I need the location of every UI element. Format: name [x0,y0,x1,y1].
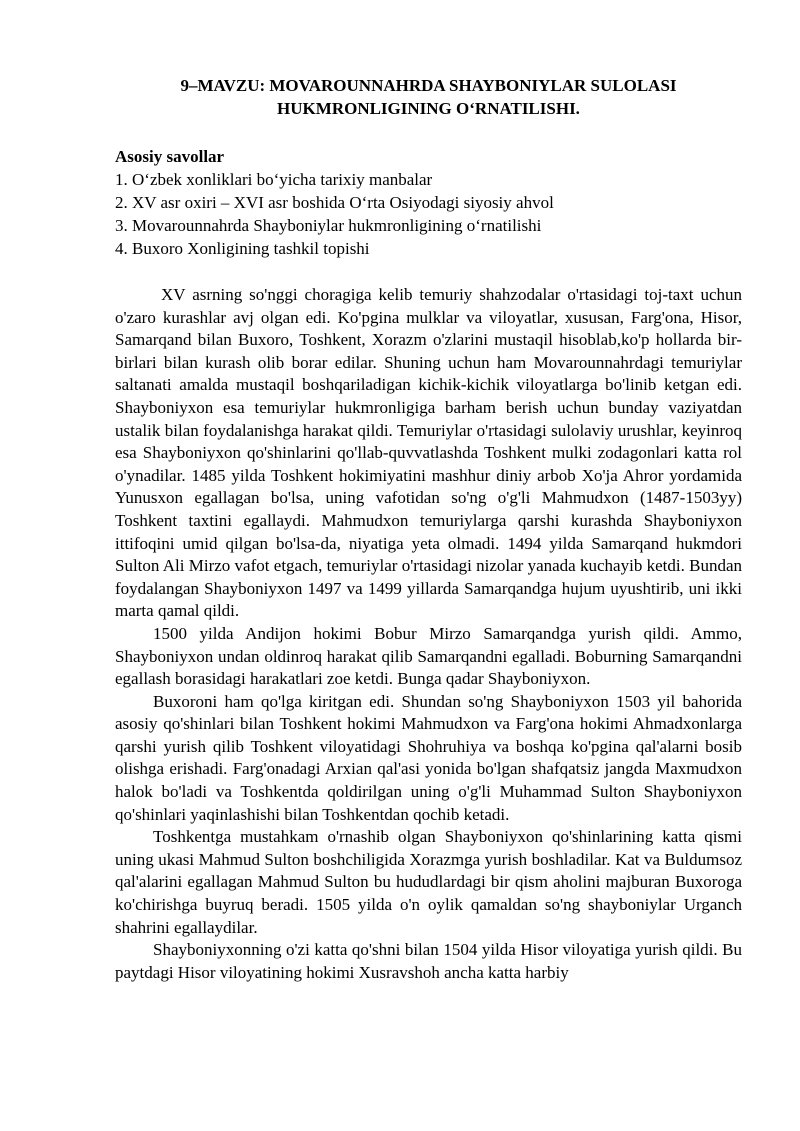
document-page [115,74,742,984]
question-item: 3. Movarounnahrda Shayboniylar hukmronligining o‘rnatilishi [115,216,542,235]
question-item: 2. XV asr oxiri – XVI asr boshida O‘rta Osiyodagi siyosiy ahvol [115,193,554,212]
title-line-1: 9–MAVZU: MOVAROUNNAHRDA SHAYBONIYLAR SULOLASI [180,76,677,95]
question-item: 1. O‘zbek xonliklari bo‘yicha tarixiy manbalar [115,170,433,189]
questions-list [115,168,742,260]
paragraph: Toshkentga mustahkam o'rnashib olgan Shayboniyxon qo'shinlarining katta qismi uning ukasi Mahmud Sulton boshchiligida Xorazmga yurish boshladilar. Kat va Buldumsoz qal'alarini egallagan Mahmud Sulton bu hududlardagi bir qism aholini majburan Buxoroga ko'chirishga buyruq beradi. 1505 yilda o'n oylik qamaldan so'ng shayboniylar Urganch shahrini egallaydilar. [115,827,742,937]
questions-heading: Asosiy savollar [115,147,225,166]
question-item: 4. Buxoro Xonligining tashkil topishi [115,239,370,258]
paragraph: 1500 yilda Andijon hokimi Bobur Mirzo Samarqandga yurish qildi. Ammo, Shayboniyxon undan oldinroq harakat qilib Samarqandni egalladi. Boburning Samarqandni egallash borasidagi harakatlari zoe ketdi. Bunga qadar Shayboniyxon. [115,623,742,689]
paragraph: XV asrning so'nggi choragiga kelib temuriy shahzodalar o'rtasidagi toj-taxt uchun o'zaro kurashlar avj olgan edi. Ko'pgina mulklar va viloyatlar, xususan, Farg'ona, Hisor, Samarqand bilan Buxoro, Toshkent, Xorazm o'zlarini mustaqil hisoblab,ko'p hollarda bir-birlari bilan kurash olib borar edilar. Shuning uchun ham Movarounnahrdagi temuriylar saltanati amalda mustaqil boshqariladigan kichik-kichik viloyatlarga bo'linib ketgan edi. Shayboniyxon esa temuriylar hukmronligiga barham berish uchun bunday vaziyatdan ustalik bilan foydalanishga harakat qildi. Temuriylar o'rtasidagi sulolaviy urushlar, keyinroq esa Shayboniyxon qo'shinlarini qo'llab-quvvatlashda Toshkent mulki zodagonlari katta rol o'ynadilar. 1485 yilda Toshkent hokimiyatini mashhur diniy arbob Xo'ja Ahror yordamida Yunusxon egallagan bo'lsa, uning vafotidan so'ng o'g'li Mahmudxon (1487-1503yy) Toshkent taxtini egallaydi. Mahmudxon temuriylarga qarshi kurashda Shayboniyxon ittifoqini umid qilgan bo'lsa-da, niyatiga yeta olmadi. 1494 yilda Samarqand hukmdori Sulton Ali Mirzo vafot etgach, temuriylar o'rtasidagi nizolar yanada kuchayib ketdi. Bundan foydalangan Shayboniyxon 1497 va 1499 yillarda Samarqandga hujum uyushtirib, uni ikki marta qamal qildi. [115,285,742,621]
paragraph: Buxoroni ham qo'lga kiritgan edi. Shundan so'ng Shayboniyxon 1503 yil bahorida asosiy qo'shinlari bilan Toshkent hokimi Mahmudxon va Farg'ona hokimi Ahmadxonlarga qarshi yurish qilib Toshkent viloyatidagi Shohruhiya va boshqa ko'pgina qal'alarni bosib olishga erishadi. Farg'onadagi Arxian qal'asi yonida bo'lgan shafqatsiz jangda Maxmudxon halok bo'ladi va Toshkentda qoldirilgan uning o'g'li Muhammad Sulton Shayboniyxon qo'shinlari yaqinlashishi bilan Toshkentdan qochib ketadi. [115,691,742,824]
document-title [115,74,742,120]
body-text [115,284,742,984]
title-line-2: HUKMRONLIGINING O‘RNATILISHI. [277,99,580,118]
paragraph: Shayboniyxonning o'zi katta qo'shni bilan 1504 yilda Hisor viloyatiga yurish qildi. Bu paytdagi Hisor viloyatining hokimi Xusravshoh ancha katta harbiy [115,940,742,982]
questions-section [115,145,742,260]
